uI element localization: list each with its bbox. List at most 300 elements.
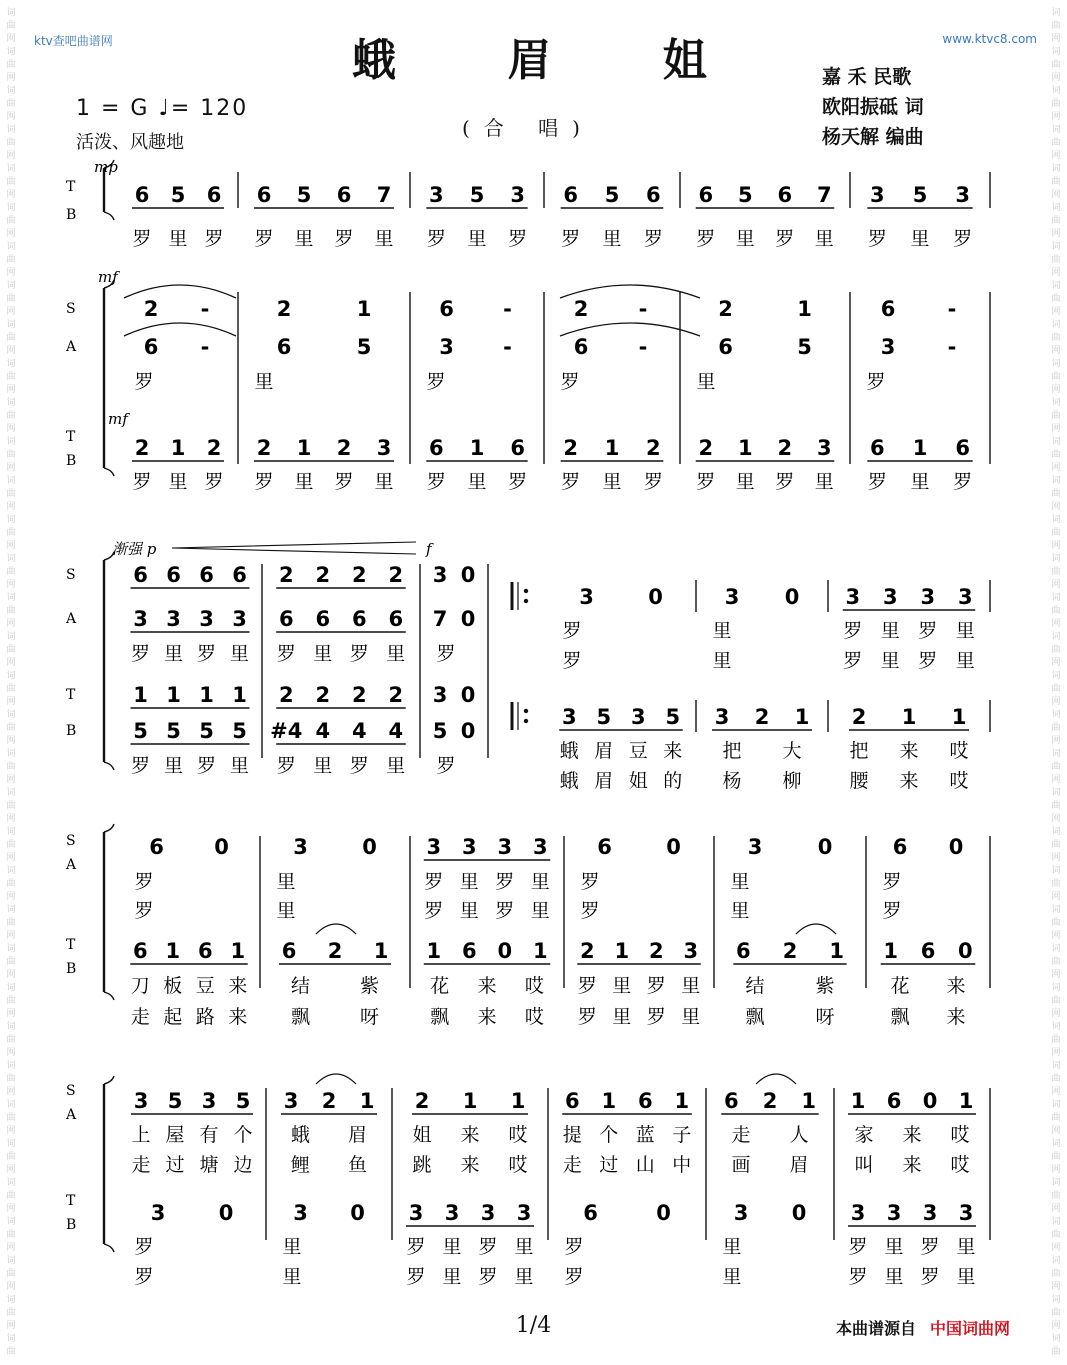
system-2-bar-2-note: 3 (376, 436, 392, 460)
system-3-repeat-lower-lyric-char: 姐 (628, 770, 648, 792)
side-watermark-char: 网 (1051, 1126, 1061, 1136)
system-3-bar-1-note: 5 (133, 719, 148, 743)
system-3-voice-label: A (66, 611, 77, 627)
system-5-bar-2-note: 3 (293, 1201, 308, 1225)
slur (316, 924, 356, 934)
system-2-bar-2-lyric-char: 里 (374, 471, 394, 493)
system-3-repeat-lower-lyric-char: 的 (663, 770, 683, 792)
system-2-bar-4-note: - (638, 335, 648, 359)
system-3-bar-3-lyric-char: 罗 (436, 643, 456, 665)
system-4-bar-4-note: 2 (648, 939, 664, 963)
system-2-voice-label: S (66, 301, 76, 317)
system-4-bar-6-note: 6 (892, 835, 908, 859)
side-watermark-char: 词 (6, 398, 16, 408)
side-watermark-char: 网 (1051, 424, 1061, 434)
system-3-repeat-dot (524, 599, 528, 603)
side-watermark-char: 词 (6, 632, 16, 642)
side-watermark-char: 网 (6, 268, 16, 278)
source-site-link[interactable]: 中国词曲网 (930, 1319, 1011, 1338)
side-watermark-char: 词 (1051, 320, 1061, 330)
system-1-bar-2-lyric-char: 罗 (334, 228, 354, 250)
system-2-bar-1-lyric-char: 罗 (204, 471, 224, 493)
system-1-bar-4-note: 5 (604, 183, 620, 207)
system-4-bar-5-lyric-char: 里 (730, 900, 750, 922)
system-5-bar-3-note: 3 (480, 1201, 496, 1225)
side-watermark-char: 网 (1051, 346, 1061, 356)
side-watermark-char: 曲 (1051, 723, 1061, 733)
system-3-repeat-lower-lyric-char: 来 (899, 770, 919, 792)
system-4-bar-4-note: 3 (683, 939, 699, 963)
side-watermark-char: 词 (6, 827, 16, 837)
side-watermark-char: 曲 (6, 1113, 16, 1123)
system-1-bar-5-lyric-char: 罗 (696, 228, 716, 250)
key-tempo: 1 = G ♩= 120 (76, 96, 249, 121)
side-watermark-char: 曲 (1051, 489, 1061, 499)
system-2-bar-6-note: - (947, 297, 957, 321)
side-watermark-char: 词 (1051, 1100, 1061, 1110)
system-2-bar-1-note: - (200, 297, 210, 321)
side-watermark-char: 词 (6, 437, 16, 447)
system-3-bar-1-lyric-char: 里 (229, 643, 250, 665)
system-2-bar-4-lyric-char: 罗 (560, 371, 580, 393)
side-watermark-char: 网 (1051, 385, 1061, 395)
system-1-bar-6-lyric-char: 罗 (867, 228, 887, 250)
system-2-bar-2-note: 5 (356, 335, 372, 359)
side-watermark-char: 词 (6, 203, 16, 213)
system-5-bar-4-note: 1 (674, 1089, 690, 1113)
system-2-bar-3-note: 6 (510, 436, 525, 460)
system-3-bar-3-note: 0 (460, 719, 476, 743)
system-1-bar-4-lyric-char: 罗 (561, 228, 581, 250)
side-watermark-char: 曲 (6, 99, 16, 109)
side-watermark-char: 词 (1051, 8, 1061, 18)
system-4-bar-4-lyric-char: 里 (612, 975, 632, 997)
system-5-bar-6-note: 3 (886, 1201, 902, 1225)
side-watermark-char: 词 (6, 8, 16, 18)
side-watermark-char: 曲 (6, 333, 16, 343)
side-watermark-char: 曲 (1051, 255, 1061, 265)
system-3-repeat-lower-lyric-char: 来 (663, 740, 683, 762)
side-watermark-char: 网 (6, 112, 16, 122)
system-5-bar-6-lyric-char: 里 (884, 1266, 904, 1288)
system-3-repeat-dot (524, 719, 528, 723)
side-watermark-char: 曲 (6, 957, 16, 967)
system-2-bar-5-lyric-char: 罗 (696, 471, 716, 493)
system-4-bar-2-lyric-char: 紫 (359, 975, 380, 997)
song-subtitle: (合 唱) (462, 116, 594, 140)
system-5-bar-3-note: 3 (516, 1201, 532, 1225)
system-3-repeat-lower-note: 2 (851, 705, 867, 729)
system-2-bar-6-note: 6 (880, 297, 896, 321)
side-watermark-char: 词 (1051, 1178, 1061, 1188)
system-3-bar-1-lyric-char: 罗 (130, 643, 151, 665)
side-watermark-char: 网 (6, 697, 16, 707)
system-3-repeat-lower-lyric-char: 腰 (849, 770, 869, 792)
system-2-bar-3-lyric-char: 里 (467, 471, 487, 493)
system-2-bar-3-note: - (503, 335, 512, 359)
side-watermark-char: 曲 (1051, 528, 1061, 538)
side-watermark-char: 网 (6, 1204, 16, 1214)
system-4-bar-3-lyric-char: 飘 (430, 1006, 450, 1028)
side-watermark-char: 网 (6, 151, 16, 161)
system-5-bar-2-note: 1 (359, 1089, 375, 1113)
system-4-bar-6-lyric-char: 罗 (882, 900, 902, 922)
system-5-bar-4-lyric-char: 子 (672, 1124, 692, 1146)
system-3-bar-2-note: 6 (315, 607, 331, 631)
system-4-bar-3-lyric-char: 里 (459, 871, 479, 893)
system-2-bar-1-note: - (200, 335, 210, 359)
system-2-voice-label: T (66, 429, 76, 445)
system-4-bar-5-lyric-char: 飘 (745, 1006, 765, 1028)
system-5-bar-3-lyric-char: 哎 (508, 1154, 528, 1176)
system-3-bar-1-note: 3 (133, 607, 148, 631)
system-4-bar-1-lyric-char: 路 (195, 1006, 215, 1028)
system-1-bar-1-lyric-char: 罗 (204, 228, 224, 250)
source-label: 本曲谱源自 (836, 1319, 917, 1338)
source-credit (836, 1316, 1010, 1339)
system-5-bar-6-note: 1 (850, 1089, 866, 1113)
system-4-bar-2-lyric-char: 里 (276, 871, 296, 893)
system-1-bar-1-note: 6 (134, 183, 150, 207)
system-5-bar-6-lyric-char: 里 (956, 1236, 976, 1258)
side-watermark-char: 词 (6, 788, 16, 798)
system-3-dynamic: f (426, 540, 432, 558)
side-watermark-char: 网 (1051, 619, 1061, 629)
side-watermark-char: 词 (6, 515, 16, 525)
system-3-bar-1-note: 6 (199, 563, 214, 587)
side-watermark-char: 词 (1051, 554, 1061, 564)
system-1-voice-label: B (66, 207, 77, 223)
system-5-bar-4-lyric-char: 蓝 (635, 1124, 655, 1146)
side-watermark-char: 曲 (6, 255, 16, 265)
system-3-repeat-lower-note: 1 (951, 705, 967, 729)
system-5-bar-5-lyric-char: 人 (789, 1124, 809, 1146)
system-2-bar-3-lyric-char: 罗 (426, 471, 446, 493)
system-5-bar-3-lyric-char: 罗 (478, 1236, 498, 1258)
system-2-bar-2-note: 2 (336, 436, 352, 460)
side-watermark-char: 曲 (1051, 801, 1061, 811)
system-4-bar-6-lyric-char: 罗 (882, 871, 902, 893)
system-3-repeat-lower-lyric-char: 把 (722, 740, 742, 762)
system-3-bar-1-note: 1 (166, 683, 181, 707)
system-5-bar-5-note: 6 (724, 1089, 739, 1113)
system-2-bar-6-lyric-char: 罗 (867, 471, 887, 493)
side-watermark-char: 词 (1051, 749, 1061, 759)
system-4-bar-3-lyric-char: 里 (459, 900, 479, 922)
system-2-dynamic: mf (98, 268, 118, 286)
credit-arranger: 杨天解 编曲 (822, 126, 924, 148)
system-3-bracket-hook (104, 552, 114, 770)
system-4-bar-3-lyric-char: 罗 (495, 871, 515, 893)
system-3-bar-2-note: #4 (270, 719, 303, 743)
system-3-bar-2-note: 6 (388, 607, 404, 631)
system-5-bar-1-note: 5 (167, 1089, 183, 1113)
system-5-voice-label: A (66, 1107, 77, 1123)
side-watermark-char: 网 (1051, 1321, 1061, 1331)
system-2-bar-5-note: 6 (718, 335, 733, 359)
system-2-bar-6-lyric-char: 罗 (953, 471, 973, 493)
system-4-bar-3-note: 1 (426, 939, 442, 963)
system-4-bar-5-lyric-char: 紫 (815, 975, 835, 997)
system-5-bar-4-lyric-char: 中 (672, 1154, 692, 1176)
side-watermark-char: 网 (6, 619, 16, 629)
system-3-repeat-lower-lyric-char: 把 (849, 740, 869, 762)
system-2-bar-4-note: 6 (573, 335, 589, 359)
system-4-bar-5-note: 0 (817, 835, 833, 859)
system-3-bar-3-note: 3 (432, 563, 448, 587)
side-watermark-char: 词 (6, 281, 16, 291)
system-2-bar-5-note: 5 (797, 335, 812, 359)
system-4-bar-2-lyric-char: 结 (290, 975, 311, 997)
system-2-bar-2-lyric-char: 里 (254, 371, 274, 393)
system-1-bar-5-note: 5 (737, 183, 753, 207)
side-watermark-char: 曲 (1051, 60, 1061, 70)
system-1-bar-5-lyric-char: 里 (735, 228, 755, 250)
side-watermark-char: 曲 (1051, 99, 1061, 109)
system-3-repeat-upper-lyric-char: 里 (880, 620, 900, 642)
side-watermark-char: 曲 (6, 723, 16, 733)
system-4-bar-1-lyric-char: 豆 (195, 975, 215, 997)
system-3-repeat-lower-note: 1 (901, 705, 917, 729)
side-watermark-char: 词 (1051, 1256, 1061, 1266)
side-watermark-char: 曲 (1051, 606, 1061, 616)
system-5-bar-3-lyric-char: 里 (442, 1236, 462, 1258)
system-4-bar-2-lyric-char: 呀 (359, 1006, 380, 1028)
system-1-bar-5-note: 7 (816, 183, 832, 207)
system-5-bar-3-lyric-char: 里 (514, 1236, 534, 1258)
system-3-bar-1-lyric-char: 里 (163, 755, 184, 777)
system-4-bar-1-lyric-char: 来 (228, 1006, 248, 1028)
system-5-bar-6-note: 3 (958, 1201, 974, 1225)
credit-lyricist: 欧阳振砥 词 (822, 96, 924, 118)
system-5-bar-5-note: 2 (762, 1089, 778, 1113)
system-1-bar-3-note: 3 (429, 183, 444, 207)
system-3-repeat-lower-lyric-char: 豆 (628, 740, 648, 762)
system-3-repeat-lower-lyric-char: 眉 (594, 770, 614, 792)
system-5-bar-3-note: 2 (414, 1089, 430, 1113)
system-2-bar-3-note: 6 (439, 297, 454, 321)
side-watermark-char: 曲 (6, 879, 16, 889)
system-5-bar-5-lyric-char: 眉 (789, 1154, 809, 1176)
side-watermark-char: 词 (6, 866, 16, 876)
system-5-bar-4-lyric-char: 罗 (564, 1236, 584, 1258)
side-watermark-char: 曲 (1051, 1152, 1061, 1162)
system-5-voice-label: B (66, 1217, 77, 1233)
side-watermark-char: 词 (6, 1295, 16, 1305)
side-watermark-char: 网 (6, 502, 16, 512)
side-watermark-char: 网 (1051, 1087, 1061, 1097)
system-4-bar-4-note: 1 (614, 939, 630, 963)
system-4-bar-6-lyric-char: 飘 (890, 1006, 910, 1028)
system-5-bar-6-lyric-char: 哎 (950, 1124, 970, 1146)
system-5-bar-1-lyric-char: 罗 (134, 1236, 154, 1258)
system-4-bar-3-lyric-char: 来 (477, 1006, 497, 1028)
side-watermark-char: 词 (6, 476, 16, 486)
side-watermark-char: 曲 (6, 1347, 16, 1357)
system-5-bar-1-lyric-char: 边 (233, 1154, 253, 1176)
system-4-bar-3-lyric-char: 罗 (495, 900, 515, 922)
system-3-bar-1-lyric-char: 罗 (130, 755, 151, 777)
system-5-bar-1-note: 3 (201, 1089, 217, 1113)
side-watermark-char: 网 (6, 1165, 16, 1175)
side-watermark-char: 曲 (1051, 762, 1061, 772)
side-watermark-char: 词 (1051, 476, 1061, 486)
system-5-bar-6-note: 3 (850, 1201, 866, 1225)
side-watermark-char: 网 (6, 424, 16, 434)
side-watermark-char: 词 (6, 749, 16, 759)
system-5-voice-label: T (66, 1193, 76, 1209)
side-watermark-char: 词 (6, 710, 16, 720)
side-watermark-char: 曲 (1051, 1308, 1061, 1318)
side-watermark-char: 网 (1051, 34, 1061, 44)
system-5-bar-6-lyric-char: 里 (884, 1236, 904, 1258)
system-5-bar-2-lyric-char: 眉 (347, 1124, 368, 1146)
system-4-bar-1-lyric-char: 刀 (130, 975, 150, 997)
system-2-bar-4-lyric-char: 罗 (643, 471, 663, 493)
system-4-bar-3-lyric-char: 里 (530, 900, 550, 922)
system-3-dynamic: 渐强 p (112, 540, 157, 558)
system-3-bar-1-note: 1 (199, 683, 214, 707)
side-watermark-char: 曲 (1051, 996, 1061, 1006)
system-1-bar-4-lyric-char: 罗 (643, 228, 663, 250)
system-3-repeat-lower-lyric-char: 眉 (594, 740, 614, 762)
system-4-bar-3-note: 3 (461, 835, 477, 859)
side-watermark-char: 曲 (6, 1269, 16, 1279)
side-watermark-char: 词 (1051, 359, 1061, 369)
side-watermark-char: 曲 (6, 138, 16, 148)
system-5-bar-4-lyric-char: 提 (562, 1124, 582, 1146)
system-1-bar-2-lyric-char: 里 (374, 228, 394, 250)
system-2-bar-6-lyric-char: 罗 (866, 371, 886, 393)
system-3-bar-2-lyric-char: 罗 (349, 755, 369, 777)
side-watermark-char: 曲 (6, 411, 16, 421)
system-2-bar-5-note: 2 (698, 436, 714, 460)
system-4-bar-4-lyric-char: 里 (681, 975, 701, 997)
system-4-bar-1-note: 6 (132, 939, 148, 963)
system-3-bar-1-note: 5 (199, 719, 214, 743)
side-watermark-char: 曲 (1051, 177, 1061, 187)
system-2-bar-4-note: 2 (563, 436, 578, 460)
system-5-bar-4-lyric-char: 过 (599, 1154, 619, 1176)
system-3-bar-1-lyric-char: 里 (163, 643, 184, 665)
system-1-bar-6-note: 5 (912, 183, 928, 207)
system-1-bar-1-note: 6 (206, 183, 222, 207)
system-4-bar-5-note: 3 (747, 835, 763, 859)
system-3-bar-3-note: 5 (432, 719, 448, 743)
side-watermark-char: 曲 (6, 1230, 16, 1240)
system-1-dynamic: mp (94, 158, 118, 176)
side-watermark-char: 曲 (6, 1308, 16, 1318)
side-watermark-char: 网 (6, 1126, 16, 1136)
system-4-bar-6-lyric-char: 花 (890, 975, 910, 997)
side-watermark-char: 曲 (1051, 1269, 1061, 1279)
side-watermark-char: 曲 (1051, 1230, 1061, 1240)
system-4-bar-2-note: 0 (362, 835, 377, 859)
system-1-bar-3-lyric-char: 里 (467, 228, 487, 250)
slur (316, 1074, 356, 1084)
side-watermark-char: 曲 (1051, 1191, 1061, 1201)
system-2-bar-4-lyric-char: 罗 (561, 471, 581, 493)
system-5-bar-2-note: 0 (350, 1201, 365, 1225)
system-5-bar-3-note: 3 (408, 1201, 424, 1225)
system-5-voice-label: S (66, 1083, 76, 1099)
side-watermark-char: 词 (1051, 593, 1061, 603)
side-watermark-char: 网 (1051, 1282, 1061, 1292)
system-3-repeat-lower-lyric-char: 哎 (949, 740, 969, 762)
system-3-repeat-upper-note: 3 (579, 585, 594, 609)
side-watermark-char: 网 (6, 580, 16, 590)
side-watermark-char: 网 (1051, 112, 1061, 122)
side-watermark-char: 网 (6, 34, 16, 44)
side-watermark-char: 曲 (6, 216, 16, 226)
system-2-bar-5-note: 2 (777, 436, 793, 460)
system-4-bar-1-lyric-char: 罗 (134, 871, 154, 893)
side-watermark-char: 曲 (1051, 879, 1061, 889)
side-watermark-char: 网 (1051, 892, 1061, 902)
side-watermark-char: 词 (1051, 866, 1061, 876)
side-watermark-char: 网 (6, 1009, 16, 1019)
system-4-bar-3-lyric-char: 花 (430, 975, 450, 997)
system-3-bar-2-note: 2 (278, 563, 294, 587)
system-3-repeat-lower-note: 5 (665, 705, 681, 729)
system-3-bar-1-lyric-char: 里 (229, 755, 250, 777)
system-4-bar-3-lyric-char: 里 (530, 871, 550, 893)
system-3-bar-2-lyric-char: 里 (313, 755, 333, 777)
side-watermark-char: 词 (6, 1256, 16, 1266)
system-2-bar-1-note: 1 (170, 436, 186, 460)
side-watermark-char: 词 (6, 1022, 16, 1032)
system-4-bar-2-lyric-char: 里 (276, 900, 296, 922)
system-2-bar-1-note: 2 (134, 436, 150, 460)
system-4-bar-6-note: 1 (883, 939, 898, 963)
system-5-bar-3-note: 1 (462, 1089, 478, 1113)
system-3-bar-2-note: 2 (351, 683, 367, 707)
system-3-bar-1-note: 6 (166, 563, 181, 587)
system-3-repeat-lower-lyric-char: 杨 (722, 770, 742, 792)
system-3-repeat-upper-note: 0 (784, 585, 800, 609)
system-3-bar-2-note: 2 (315, 563, 331, 587)
system-5-bar-3-lyric-char: 里 (442, 1266, 462, 1288)
system-5-bar-1-lyric-char: 走 (131, 1154, 151, 1176)
system-4-bar-4-lyric-char: 罗 (577, 1006, 597, 1028)
side-watermark-char: 词 (1051, 47, 1061, 57)
system-4-bar-4-lyric-char: 罗 (646, 1006, 666, 1028)
system-3-bar-1-lyric-char: 罗 (196, 643, 217, 665)
system-2-bar-1-lyric-char: 罗 (132, 471, 152, 493)
system-3-bar-1-note: 3 (232, 607, 247, 631)
side-watermark-char: 曲 (1051, 567, 1061, 577)
side-watermark-char: 词 (6, 47, 16, 57)
side-watermark-char: 曲 (1051, 411, 1061, 421)
side-watermark-char: 网 (1051, 580, 1061, 590)
side-watermark-char: 网 (6, 814, 16, 824)
system-1-bar-3-note: 3 (510, 183, 525, 207)
system-2-bar-4-note: 2 (646, 436, 661, 460)
side-watermark-char: 词 (1051, 164, 1061, 174)
system-4-bar-1-note: 1 (165, 939, 181, 963)
system-4-bar-4-lyric-char: 罗 (646, 975, 666, 997)
system-2-bar-2-note: 2 (256, 436, 272, 460)
system-3-bar-2-lyric-char: 罗 (349, 643, 369, 665)
system-4-bar-1-lyric-char: 罗 (134, 900, 154, 922)
side-watermark-char: 曲 (6, 294, 16, 304)
side-watermark-char: 曲 (1051, 957, 1061, 967)
system-5-bar-1-lyric-char: 塘 (199, 1154, 219, 1176)
side-watermark-char: 词 (1051, 905, 1061, 915)
system-2-bar-6-note: 3 (880, 335, 896, 359)
side-watermark-char: 网 (6, 1282, 16, 1292)
side-watermark-char: 曲 (1051, 333, 1061, 343)
